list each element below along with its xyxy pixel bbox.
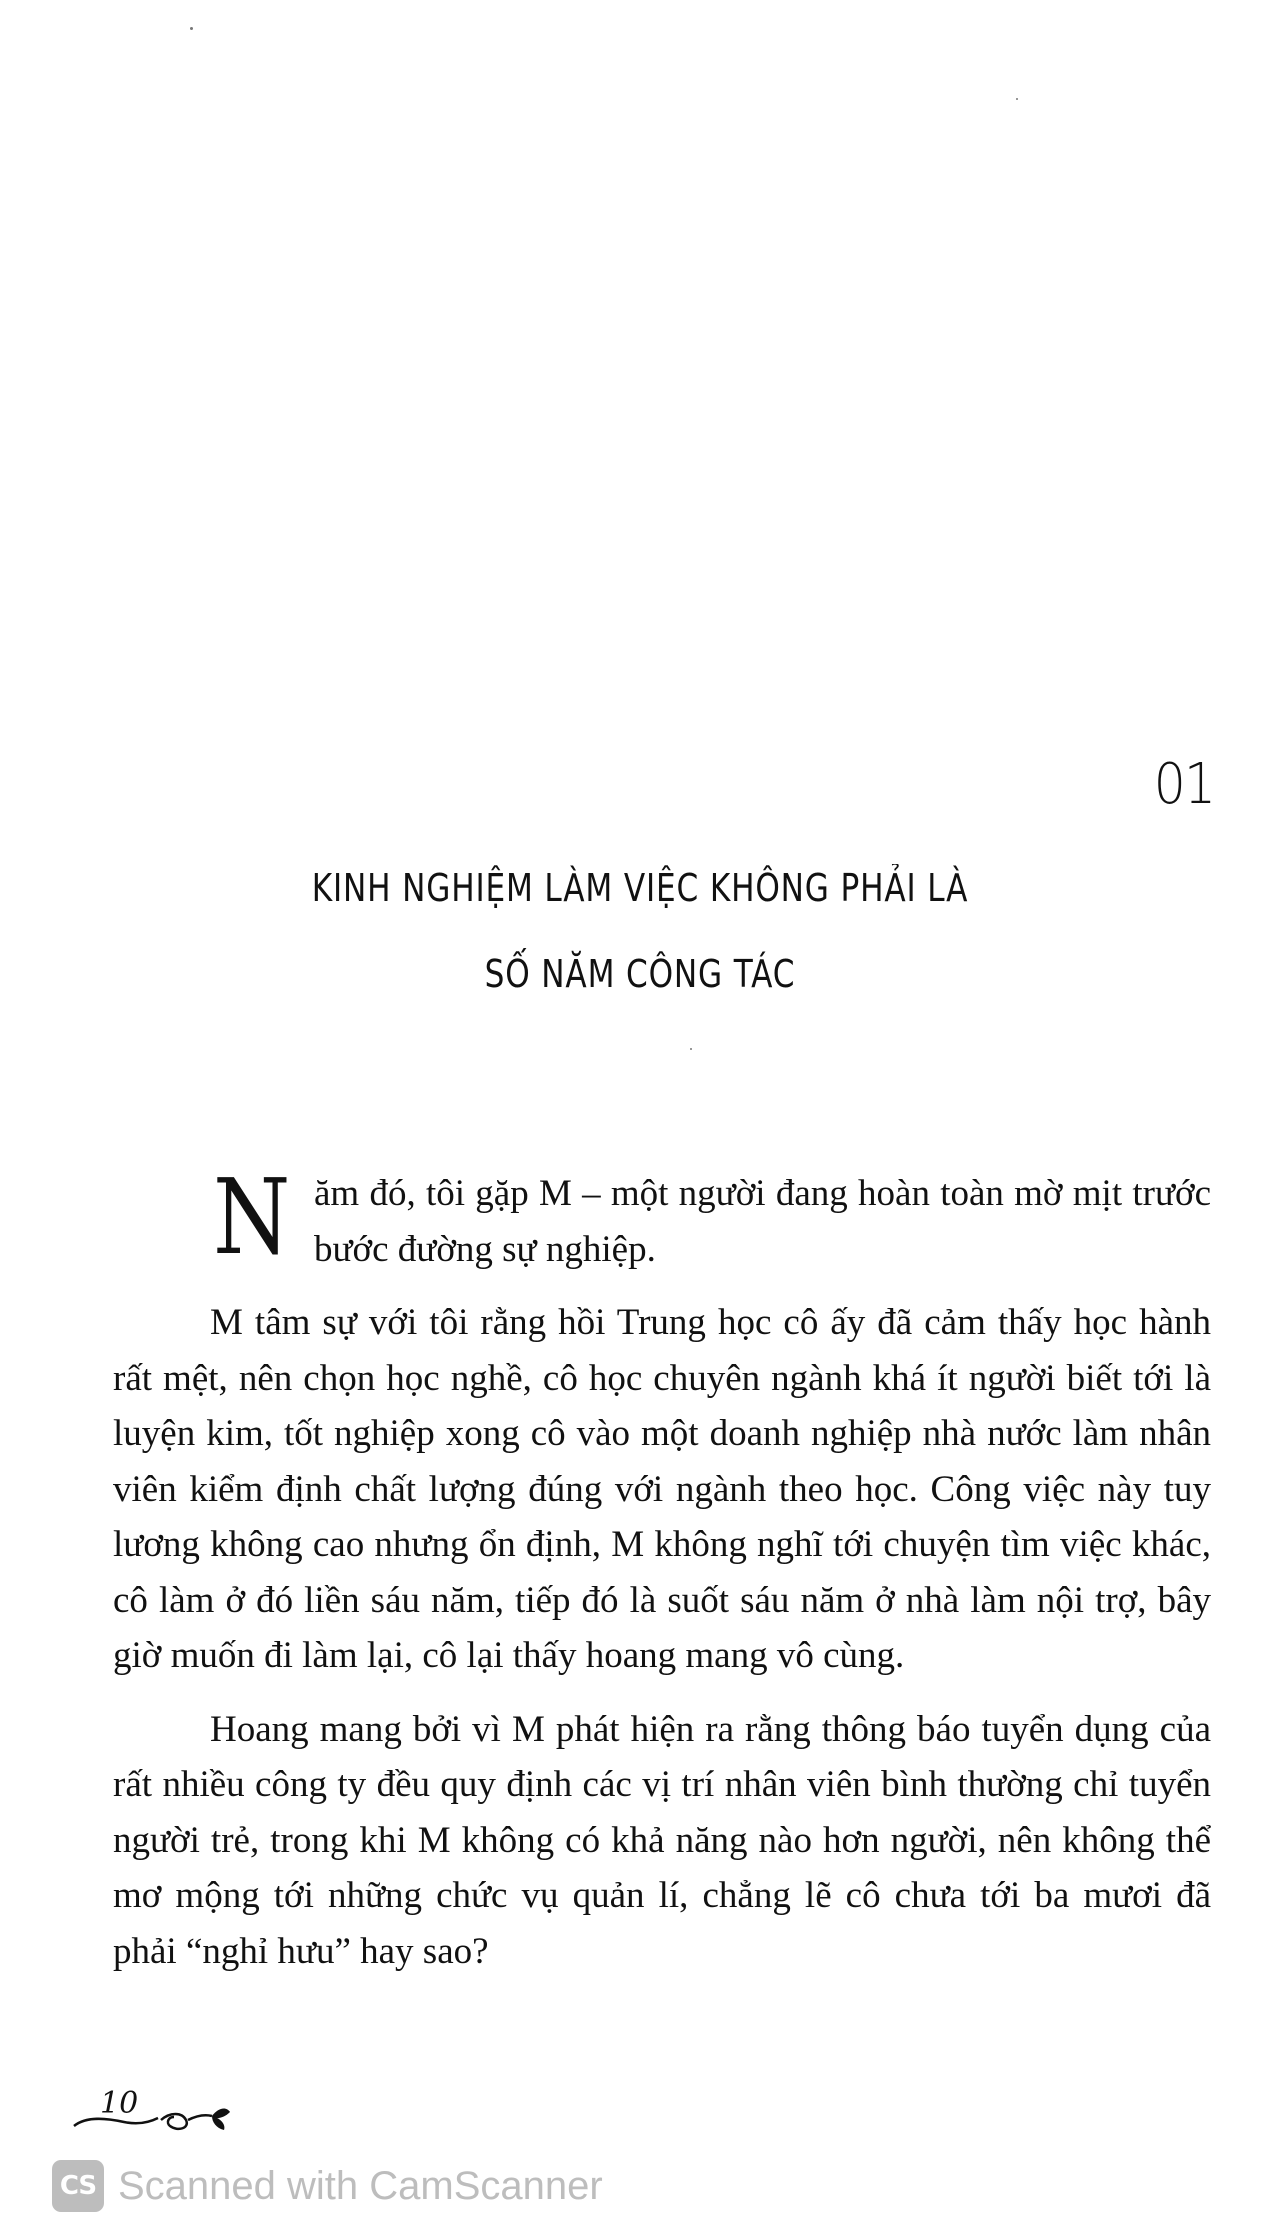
paragraph: M tâm sự với tôi rằng hồi Trung học cô ấy đã cảm thấy học hành rất mệt, nên chọn học nghề, cô học chuyên ngành khá ít người biết tới là luyện kim, tốt nghiệp xong cô vào một doanh nghiệp nhà nước làm nhân viên kiểm định chất lượng đúng với ngành theo học. Công việc này tuy lương không cao nhưng ổn định, M không nghĩ tới chuyện tìm việc khác, cô làm ở đó liền sáu năm, tiếp đó là suốt sáu năm ở nhà làm nội trợ, bây giờ muốn đi làm lại, cô lại thấy hoang mang vô cùng.: [113, 1302, 1211, 1676]
scan-speck: [690, 1048, 692, 1050]
chapter-title-line-1: KINH NGHIỆM LÀM VIỆC KHÔNG PHẢI LÀ: [311, 866, 969, 910]
chapter-title-line-2: SỐ NĂM CÔNG TÁC: [484, 952, 796, 996]
paragraph: Hoang mang bởi vì M phát hiện ra rằng thông báo tuyển dụng của rất nhiều công ty đều quy định các vị trí nhân viên bình thường chỉ tuyển người trẻ, trong khi M không có khả năng nào hơn người, nên không thể mơ mộng tới những chức vụ quản lí, chẳng lẽ cô chưa tới ba mươi đã phải “nghỉ hưu” hay sao?: [113, 1708, 1211, 1972]
scan-speck: [1016, 98, 1018, 100]
paragraph-text: ăm đó, tôi gặp M – một người đang hoàn toàn mờ mịt trước bước đường sự nghiệp.: [314, 1173, 1211, 1270]
chapter-number: 01: [1153, 752, 1214, 817]
watermark-text: Scanned with CamScanner: [118, 2163, 603, 2208]
camscanner-logo: CS: [52, 2160, 104, 2212]
chapter-title: [0, 845, 1280, 1017]
scan-speck: [190, 27, 193, 30]
page-number: 10: [100, 2086, 139, 2121]
drop-cap: N: [213, 1156, 291, 1278]
body-text: [113, 1156, 1211, 1979]
camscanner-watermark: [52, 2156, 603, 2216]
paragraph: [113, 1156, 1211, 1278]
